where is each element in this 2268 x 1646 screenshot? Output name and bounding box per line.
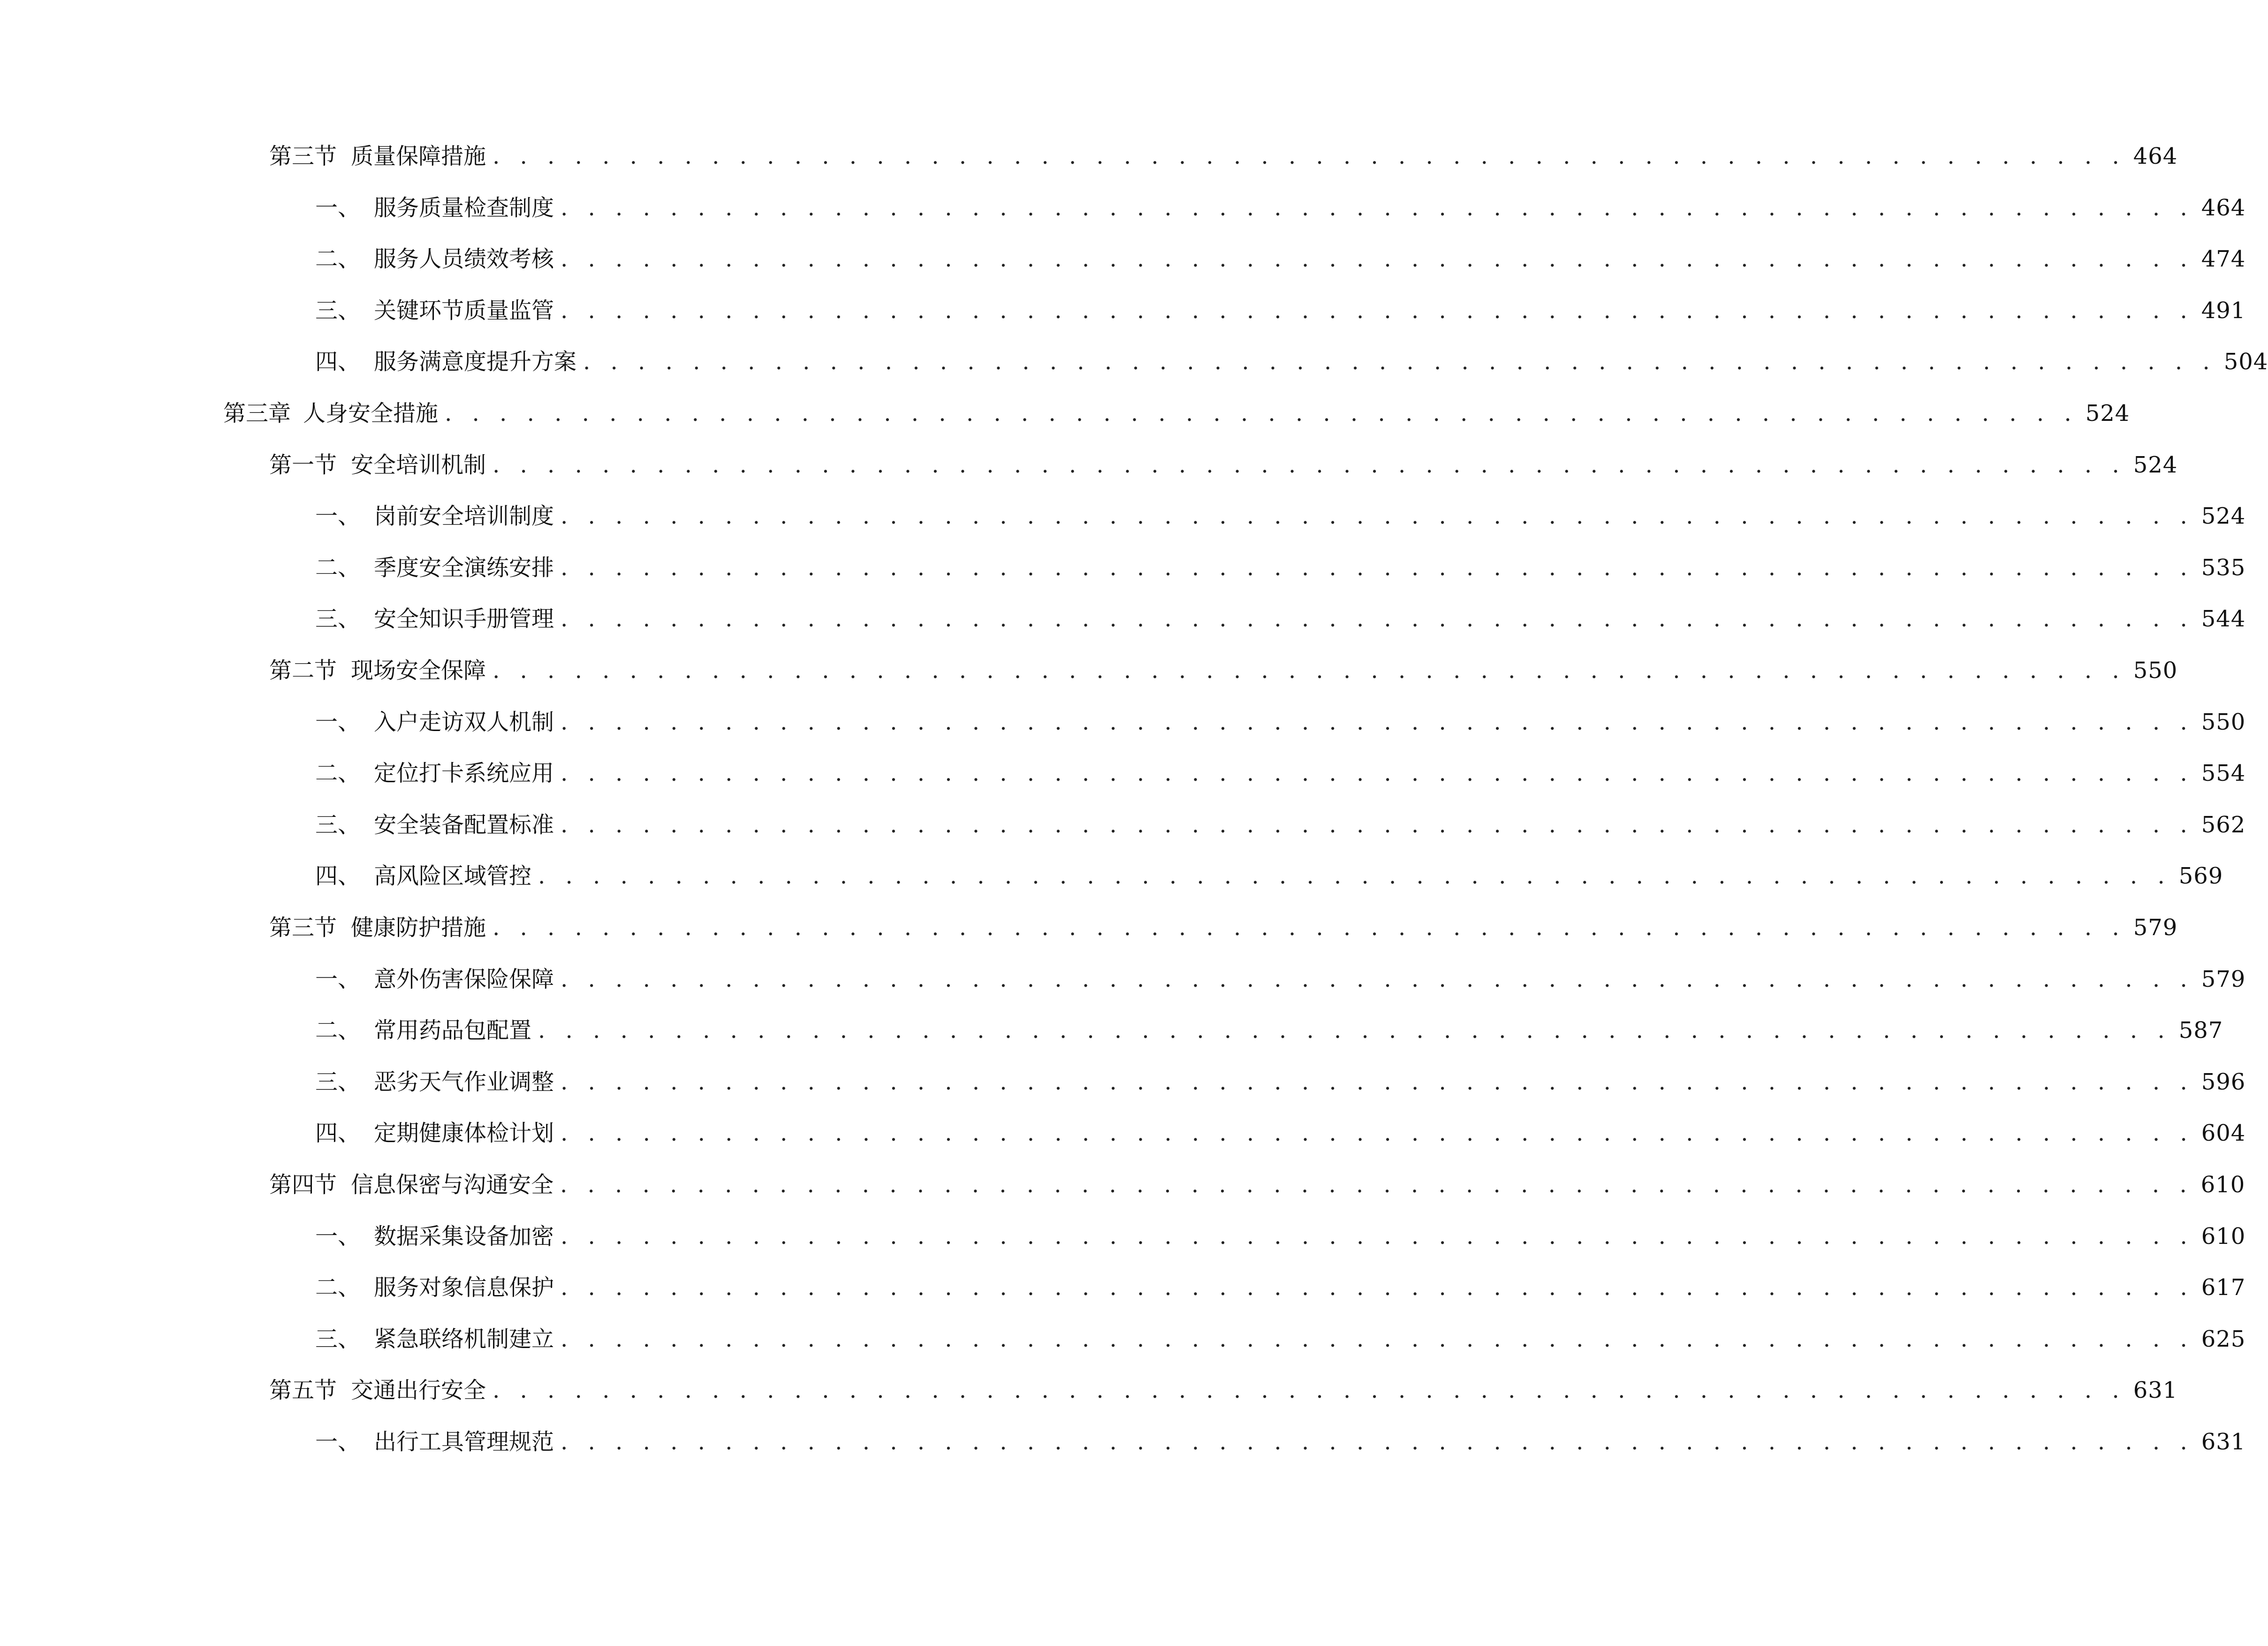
toc-entry-item[interactable]	[315, 1012, 2223, 1049]
toc-entry-title: 服务质量检查制度	[374, 195, 554, 221]
toc-entry-label	[315, 1423, 554, 1461]
toc-entry-number: 三、	[315, 1326, 361, 1352]
toc-entry-page-number: 625	[2201, 1326, 2246, 1352]
toc-entry-number: 一、	[315, 195, 361, 221]
toc-entry-number: 四、	[315, 863, 361, 889]
toc-entry-label	[315, 754, 554, 792]
dot-leader: . . . . . . . . . . . . . . . . . . . . . . . . . . . . . . . . . . . . . . . . . . . . . . . . . . . . . . . . . . . .	[560, 1172, 2193, 1198]
toc-entry-title: 季度安全演练安排	[374, 555, 554, 581]
toc-entry-label	[315, 1218, 554, 1255]
toc-entry-number: 二、	[315, 1274, 361, 1301]
toc-entry-label	[315, 1063, 554, 1101]
toc-entry-label	[315, 549, 554, 587]
toc-entry-page-number: 524	[2201, 503, 2246, 529]
toc-entry-page-number: 504	[2223, 349, 2268, 375]
dot-leader: . . . . . . . . . . . . . . . . . . . . . . . . . . . . . . . . . . . . . . . . . . . . . . . . . . . . . . . . . . . .	[561, 966, 2194, 992]
toc-entry-item[interactable]	[315, 497, 2246, 535]
toc-entry-item[interactable]	[315, 189, 2246, 227]
toc-entry-label	[315, 1269, 554, 1306]
toc-entry-title: 高风险区域管控	[374, 863, 532, 889]
dot-leader: . . . . . . . . . . . . . . . . . . . . . . . . . . . . . . . . . . . . . . . . . . . . . . . . . . . . . . . . . . . .	[493, 143, 2126, 169]
toc-entry-number: 第三节	[269, 143, 337, 169]
toc-entry-page-number: 604	[2201, 1120, 2246, 1146]
toc-entry-page-number: 579	[2133, 914, 2178, 941]
toc-entry-number: 四、	[315, 1120, 361, 1146]
toc-entry-item[interactable]	[315, 1218, 2246, 1255]
toc-entry-page-number: 464	[2133, 143, 2178, 169]
toc-entry-number: 一、	[315, 1429, 361, 1455]
dot-leader: . . . . . . . . . . . . . . . . . . . . . . . . . . . . . . . . . . . . . . . . . . . . . . . . . . . . . . . . . . . .	[493, 452, 2126, 478]
toc-entry-item[interactable]	[315, 600, 2246, 638]
toc-entry-page-number: 617	[2201, 1274, 2246, 1301]
dot-leader: . . . . . . . . . . . . . . . . . . . . . . . . . . . . . . . . . . . . . . . . . . . . . . . . . . . . . . . . . . . .	[561, 760, 2194, 786]
toc-entry-title: 恶劣天气作业调整	[374, 1069, 554, 1095]
dot-leader: . . . . . . . . . . . . . . . . . . . . . . . . . . . . . . . . . . . . . . . . . . . . . . . . . . . . . . . . . . . .	[445, 400, 2078, 427]
toc-entry-title: 出行工具管理规范	[374, 1429, 554, 1455]
dot-leader: . . . . . . . . . . . . . . . . . . . . . . . . . . . . . . . . . . . . . . . . . . . . . . . . . . . . . . . . . . . .	[561, 606, 2194, 632]
toc-entry-title: 紧急联络机制建立	[374, 1326, 554, 1352]
toc-entry-label	[269, 909, 486, 946]
toc-entry-page-number: 491	[2201, 297, 2246, 324]
toc-entry-number: 第二节	[269, 657, 337, 684]
toc-entry-number: 三、	[315, 812, 361, 838]
dot-leader: . . . . . . . . . . . . . . . . . . . . . . . . . . . . . . . . . . . . . . . . . . . . . . . . . . . . . . . . . . . .	[561, 246, 2194, 272]
dot-leader: . . . . . . . . . . . . . . . . . . . . . . . . . . . . . . . . . . . . . . . . . . . . . . . . . . . . . . . . . . . .	[561, 1069, 2194, 1095]
toc-entry-item[interactable]	[315, 1114, 2246, 1152]
toc-entry-page-number: 596	[2201, 1069, 2246, 1095]
dot-leader: . . . . . . . . . . . . . . . . . . . . . . . . . . . . . . . . . . . . . . . . . . . . . . . . . . . . . . . . . . . .	[561, 1120, 2194, 1146]
toc-entry-title: 交通出行安全	[351, 1377, 486, 1403]
toc-entry-page-number: 550	[2201, 709, 2246, 735]
toc-entry-page-number: 610	[2201, 1223, 2246, 1250]
toc-entry-label	[223, 395, 438, 432]
dot-leader: . . . . . . . . . . . . . . . . . . . . . . . . . . . . . . . . . . . . . . . . . . . . . . . . . . . . . . . . . . . .	[493, 914, 2126, 941]
toc-entry-label	[269, 137, 486, 175]
toc-entry-number: 二、	[315, 246, 361, 272]
toc-entry-title: 关键环节质量监管	[374, 297, 554, 324]
toc-entry-number: 一、	[315, 709, 361, 735]
dot-leader: . . . . . . . . . . . . . . . . . . . . . . . . . . . . . . . . . . . . . . . . . . . . . . . . . . . . . . . . . . . .	[493, 657, 2126, 684]
toc-entry-number: 一、	[315, 503, 361, 529]
toc-entry-title: 安全装备配置标准	[374, 812, 554, 838]
toc-entry-number: 二、	[315, 1017, 361, 1044]
toc-entry-item[interactable]	[315, 240, 2246, 278]
toc-entry-page-number: 524	[2133, 452, 2178, 478]
toc-entry-item[interactable]	[315, 754, 2246, 792]
toc-entry-label	[315, 292, 554, 329]
toc-entry-page-number: 464	[2201, 195, 2246, 221]
dot-leader: . . . . . . . . . . . . . . . . . . . . . . . . . . . . . . . . . . . . . . . . . . . . . . . . . . . . . . . . . . . .	[561, 1223, 2194, 1250]
toc-entry-page-number: 631	[2133, 1377, 2178, 1403]
dot-leader: . . . . . . . . . . . . . . . . . . . . . . . . . . . . . . . . . . . . . . . . . . . . . . . . . . . . . . . . . . . .	[583, 349, 2216, 375]
toc-entry-label	[315, 343, 576, 381]
toc-entry-page-number: 535	[2201, 555, 2246, 581]
toc-entry-item[interactable]	[315, 549, 2246, 587]
dot-leader: . . . . . . . . . . . . . . . . . . . . . . . . . . . . . . . . . . . . . . . . . . . . . . . . . . . . . . . . . . . .	[561, 1274, 2194, 1301]
toc-entry-number: 第四节	[269, 1172, 337, 1198]
toc-entry-label	[315, 189, 554, 227]
toc-entry-item[interactable]	[315, 1320, 2246, 1358]
toc-entry-number: 一、	[315, 1223, 361, 1250]
toc-entry-number: 第三节	[269, 914, 337, 941]
dot-leader: . . . . . . . . . . . . . . . . . . . . . . . . . . . . . . . . . . . . . . . . . . . . . . . . . . . . . . . . . . . .	[561, 1429, 2194, 1455]
dot-leader: . . . . . . . . . . . . . . . . . . . . . . . . . . . . . . . . . . . . . . . . . . . . . . . . . . . . . . . . . . . .	[561, 503, 2194, 529]
toc-entry-page-number: 579	[2201, 966, 2246, 992]
toc-entry-number: 二、	[315, 555, 361, 581]
toc-entry-section[interactable]	[269, 1372, 2178, 1409]
dot-leader: . . . . . . . . . . . . . . . . . . . . . . . . . . . . . . . . . . . . . . . . . . . . . . . . . . . . . . . . . . . .	[561, 709, 2194, 735]
toc-entry-title: 数据采集设备加密	[374, 1223, 554, 1250]
toc-entry-title: 健康防护措施	[351, 914, 486, 941]
toc-entry-label	[315, 1012, 531, 1049]
toc-entry-item[interactable]	[315, 343, 2268, 381]
toc-entry-item[interactable]	[315, 806, 2246, 844]
toc-entry-title: 安全知识手册管理	[374, 606, 554, 632]
toc-entry-title: 定期健康体检计划	[374, 1120, 554, 1146]
toc-entry-page-number: 474	[2201, 246, 2246, 272]
toc-entry-number: 二、	[315, 760, 361, 786]
toc-entry-section[interactable]	[269, 446, 2178, 484]
toc-entry-label	[315, 806, 554, 844]
toc-entry-page-number: 524	[2085, 400, 2130, 427]
toc-entry-section[interactable]	[269, 137, 2178, 175]
toc-entry-title: 定位打卡系统应用	[374, 760, 554, 786]
dot-leader: . . . . . . . . . . . . . . . . . . . . . . . . . . . . . . . . . . . . . . . . . . . . . . . . . . . . . . . . . . . .	[561, 195, 2194, 221]
toc-entry-item[interactable]	[315, 960, 2246, 998]
toc-entry-label	[315, 1114, 554, 1152]
toc-entry-title: 服务对象信息保护	[374, 1274, 554, 1301]
toc-entry-title: 人身安全措施	[303, 400, 439, 427]
toc-entry-title: 服务满意度提升方案	[374, 349, 577, 375]
toc-entry-number: 第三章	[223, 400, 291, 427]
toc-entry-item[interactable]	[315, 292, 2246, 329]
toc-entry-label	[315, 600, 554, 638]
toc-entry-item[interactable]	[315, 857, 2223, 895]
toc-entry-title: 岗前安全培训制度	[374, 503, 554, 529]
dot-leader: . . . . . . . . . . . . . . . . . . . . . . . . . . . . . . . . . . . . . . . . . . . . . . . . . . . . . . . . . . . .	[538, 1017, 2171, 1044]
toc-entry-number: 三、	[315, 606, 361, 632]
toc-entry-label	[315, 703, 554, 741]
toc-entry-section[interactable]	[269, 909, 2178, 946]
toc-entry-label	[269, 446, 486, 484]
toc-entry-label	[269, 652, 486, 689]
dot-leader: . . . . . . . . . . . . . . . . . . . . . . . . . . . . . . . . . . . . . . . . . . . . . . . . . . . . . . . . . . . .	[561, 555, 2194, 581]
toc-entry-number: 第五节	[269, 1377, 337, 1403]
dot-leader: . . . . . . . . . . . . . . . . . . . . . . . . . . . . . . . . . . . . . . . . . . . . . . . . . . . . . . . . . . . .	[561, 812, 2194, 838]
toc-entry-page-number: 569	[2178, 863, 2223, 889]
toc-entry-label	[315, 497, 554, 535]
toc-entry-title: 信息保密与沟通安全	[351, 1172, 554, 1198]
toc-entry-title: 现场安全保障	[351, 657, 486, 684]
toc-entry-title: 常用药品包配置	[374, 1017, 532, 1044]
toc-entry-section[interactable]	[269, 1166, 2245, 1204]
toc-entry-number: 一、	[315, 966, 361, 992]
toc-entry-item[interactable]	[315, 1063, 2246, 1101]
dot-leader: . . . . . . . . . . . . . . . . . . . . . . . . . . . . . . . . . . . . . . . . . . . . . . . . . . . . . . . . . . . .	[493, 1377, 2126, 1403]
toc-entry-page-number: 554	[2201, 760, 2246, 786]
toc-entry-number: 三、	[315, 297, 361, 324]
toc-entry-title: 质量保障措施	[351, 143, 486, 169]
toc-entry-page-number: 562	[2201, 812, 2246, 838]
toc-entry-title: 意外伤害保险保障	[374, 966, 554, 992]
toc-entry-page-number: 587	[2178, 1017, 2223, 1044]
toc-entry-section[interactable]	[269, 652, 2178, 689]
toc-entry-label	[315, 1320, 554, 1358]
toc-entry-label	[269, 1166, 554, 1204]
toc-entry-title: 入户走访双人机制	[374, 709, 554, 735]
toc-entry-label	[315, 857, 531, 895]
toc-entry-label	[315, 960, 554, 998]
toc-entry-page-number: 550	[2133, 657, 2178, 684]
toc-entry-label	[269, 1372, 486, 1409]
toc-entry-item[interactable]	[315, 1269, 2246, 1306]
toc-entry-number: 第一节	[269, 452, 337, 478]
toc-entry-title: 安全培训机制	[351, 452, 486, 478]
toc-entry-number: 四、	[315, 349, 361, 375]
toc-entry-item[interactable]	[315, 1423, 2246, 1461]
toc-entry-page-number: 631	[2201, 1429, 2246, 1455]
toc-entry-label	[315, 240, 554, 278]
toc-entry-number: 三、	[315, 1069, 361, 1095]
toc-entry-title: 服务人员绩效考核	[374, 246, 554, 272]
toc-entry-item[interactable]	[315, 703, 2246, 741]
dot-leader: . . . . . . . . . . . . . . . . . . . . . . . . . . . . . . . . . . . . . . . . . . . . . . . . . . . . . . . . . . . .	[561, 297, 2194, 324]
dot-leader: . . . . . . . . . . . . . . . . . . . . . . . . . . . . . . . . . . . . . . . . . . . . . . . . . . . . . . . . . . . .	[538, 863, 2171, 889]
toc-entry-chapter[interactable]	[223, 395, 2130, 432]
dot-leader: . . . . . . . . . . . . . . . . . . . . . . . . . . . . . . . . . . . . . . . . . . . . . . . . . . . . . . . . . . . .	[561, 1326, 2194, 1352]
toc-entry-page-number: 610	[2200, 1172, 2245, 1198]
toc-entry-page-number: 544	[2201, 606, 2246, 632]
